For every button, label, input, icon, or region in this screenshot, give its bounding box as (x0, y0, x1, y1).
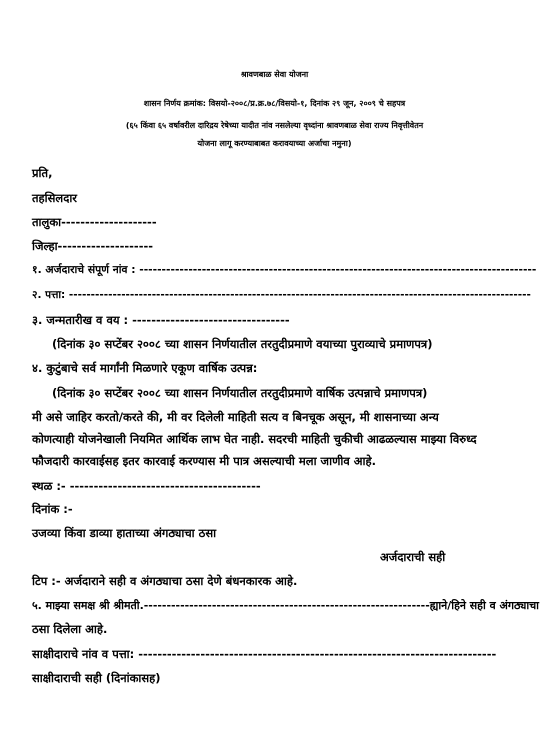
witness-signature-label: साक्षीदाराची सही (दिनांकासह) (32, 671, 161, 685)
form-title: श्रावणबाळ सेवा योजना (240, 70, 309, 79)
addressee-to: प्रति, (32, 166, 53, 180)
witness-statement-line-2: ठसा दिलेला आहे. (32, 622, 108, 636)
addressee-officer: तहसिलदार (32, 191, 77, 205)
income-certificate-note: (दिनांक ३० सप्टेंबर २००८ च्या शासन निर्णयातील तरतुदीप्रमाणे वार्षिक उत्पन्नाचे प्रमाणपत्र) (52, 386, 428, 400)
declaration-line-1: मी असे जाहिर करतो/करते की, मी वर दिलेली माहिती सत्य व बिनचूक असून, मी शासनाच्या अन्य (32, 410, 439, 424)
taluka-field: तालुका-------------------- (32, 215, 157, 229)
age-proof-note: (दिनांक ३० सप्टेंबर २००८ च्या शासन निर्णयातील तरतुदीप्रमाणे वयाच्या पुराव्याचे प्रमाणपत्र) (52, 337, 433, 351)
declaration-line-3: फौजदारी कारवाईसह इतर कारवाई करण्यास मी पात्र असल्याची मला जाणीव आहे. (32, 454, 376, 468)
district-field: जिल्हा-------------------- (32, 239, 154, 253)
date-field: दिनांक :- (32, 502, 73, 516)
declaration-line-2: कोणत्याही योजनेखाली नियमित आर्थिक लाभ घेत नाही. सदरची माहिती चुकीची आढळल्यास माझ्या विरुध्द (32, 432, 477, 446)
mandatory-note: टिप :- अर्जदाराने सही व अंगठ्याचा ठसा देणे बंधनकारक आहे. (32, 574, 298, 588)
birthdate-age-field: ३. जन्मतारीख व वय : --------------------------------- (32, 313, 290, 327)
form-description-line-1: (६५ किंवा ६५ वर्षावरील दारिद्रय रेषेच्या यादीत नांव नसलेल्या वृध्दांना श्रावणबाळ सेवा राज्य निवृत्तीवेतन (125, 121, 424, 130)
thumb-impression-label: उजव्या किंवा डाव्या हाताच्या अंगठ्याचा ठसा (32, 526, 217, 540)
place-field: स्थळ :- ---------------------------------------- (32, 479, 261, 493)
applicant-signature-label: अर्जदाराची सही (380, 550, 446, 564)
government-resolution-reference: शासन निर्णय क्रमांक: विसयो-२००८/प्र.क्र.७८/विसयो-१, दिनांक २९ जून, २००९ चे सहपत्र (143, 99, 406, 108)
address-field: २. पत्ता: ---------------------------------------------------------------------------------------------------------- (32, 289, 531, 301)
witness-statement-line-1: ५. माझ्या समक्ष श्री श्रीमती.---------------------------------------------------------------ह्याने/हिने सही व अंगठ्याचा (32, 599, 539, 612)
applicant-name-field: १. अर्जदाराचे संपूर्ण नांव : ----------------------------------------------------------------------------------------- (32, 263, 537, 276)
form-description-line-2: योजना लागू करण्याबाबत करावयाच्या अर्जाचा नमुना) (197, 139, 352, 148)
witness-name-address-field: साक्षीदाराचे नांव व पत्ता: --------------------------------------------------------------------------- (32, 647, 497, 661)
family-income-field: ४. कुटुंबाचे सर्व मार्गांनी मिळणारे एकूण वार्षिक उत्पन्न: (32, 361, 258, 375)
